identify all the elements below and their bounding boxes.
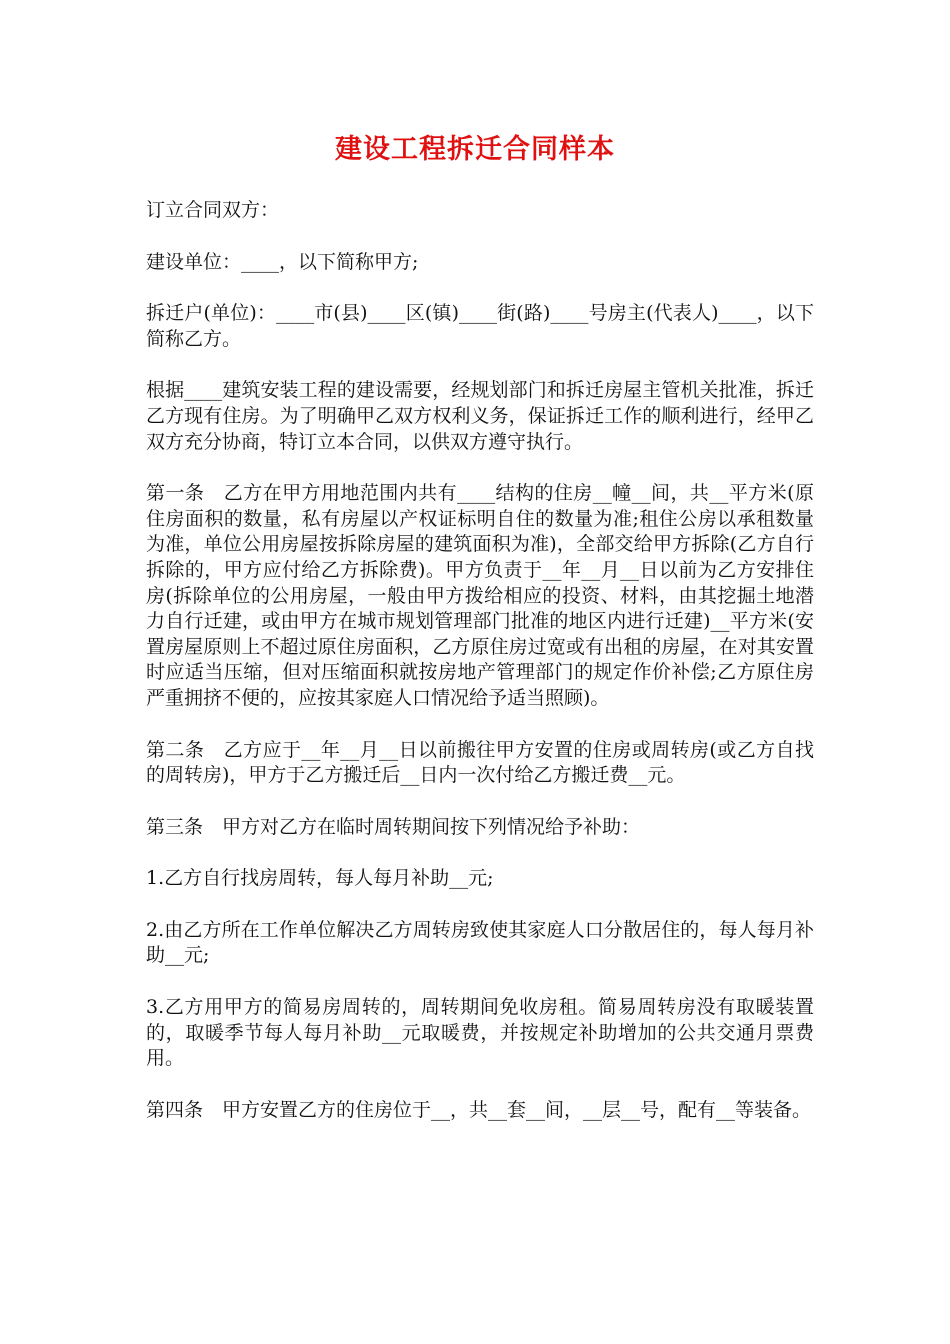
paragraph-party-a: 建设单位：____，以下简称甲方; bbox=[146, 250, 419, 273]
paragraph-article-3-item-3: 3.乙方用甲方的简易房周转的，周转期间免收房租。简易周转房没有取暖装置的，取暖季节每人每月补助__元取暖费，并按规定补助增加的公共交通月票费用。 bbox=[146, 996, 814, 1070]
paragraph-parties-intro: 订立合同双方： bbox=[146, 199, 280, 221]
document-body bbox=[146, 198, 814, 1149]
paragraph-article-3-item-1: 1.乙方自行找房周转，每人每月补助__元; bbox=[146, 867, 494, 890]
paragraph-party-b: 拆迁户(单位)：____市(县)____区(镇)____街(路)____号房主(代表人)____，以下简称乙方。 bbox=[146, 302, 814, 350]
paragraph-article-2: 第二条 乙方应于__年__月__日以前搬往甲方安置的住房或周转房(或乙方自找的周转房)，甲方于乙方搬迁后__日内一次付给乙方搬迁费__元。 bbox=[146, 738, 814, 787]
document-title: 建设工程拆迁合同样本 bbox=[335, 134, 615, 165]
paragraph-article-3: 第三条 甲方对乙方在临时周转期间按下列情况给予补助： bbox=[146, 815, 641, 838]
paragraph-article-1: 第一条 乙方在甲方用地范围内共有____结构的住房__幢__间，共__平方米(原住房面积的数量，私有房屋以产权证标明自住的数量为准;租住公房以承租数量为准，单位公用房屋按拆除房屋的建筑面积为准)，全部交给甲方拆除(乙方自行拆除的，甲方应付给乙方拆除费)。甲方负责于__年__月__日以前为乙方安排住房(拆除单位的公用房屋，一般由甲方拨给相应的投资、材料，由其挖掘土地潜力自行迁建，或由甲方在城市规划管理部门批准的地区内进行迁建)__平方米(安置房屋原则上不超过原住房面积，乙方原住房过宽或有出租的房屋，在对其安置时应适当压缩，但对压缩面积就按房地产管理部门的规定作价补偿;乙方原住房严重拥挤不便的，应按其家庭人口情况给予适当照顾)。 bbox=[146, 482, 814, 709]
paragraph-article-3-item-2: 2.由乙方所在工作单位解决乙方周转房致使其家庭人口分散居住的，每人每月补助__元; bbox=[146, 918, 814, 967]
paragraph-article-4: 第四条 甲方安置乙方的住房位于__，共__套__间，__层__号，配有__等装备。 bbox=[146, 1098, 812, 1121]
paragraph-preamble: 根据____建筑安装工程的建设需要，经规划部门和拆迁房屋主管机关批准，拆迁乙方现有住房。为了明确甲乙双方权利义务，保证拆迁工作的顺利进行，经甲乙双方充分协商，特订立本合同，以供双方遵守执行。 bbox=[146, 379, 814, 453]
